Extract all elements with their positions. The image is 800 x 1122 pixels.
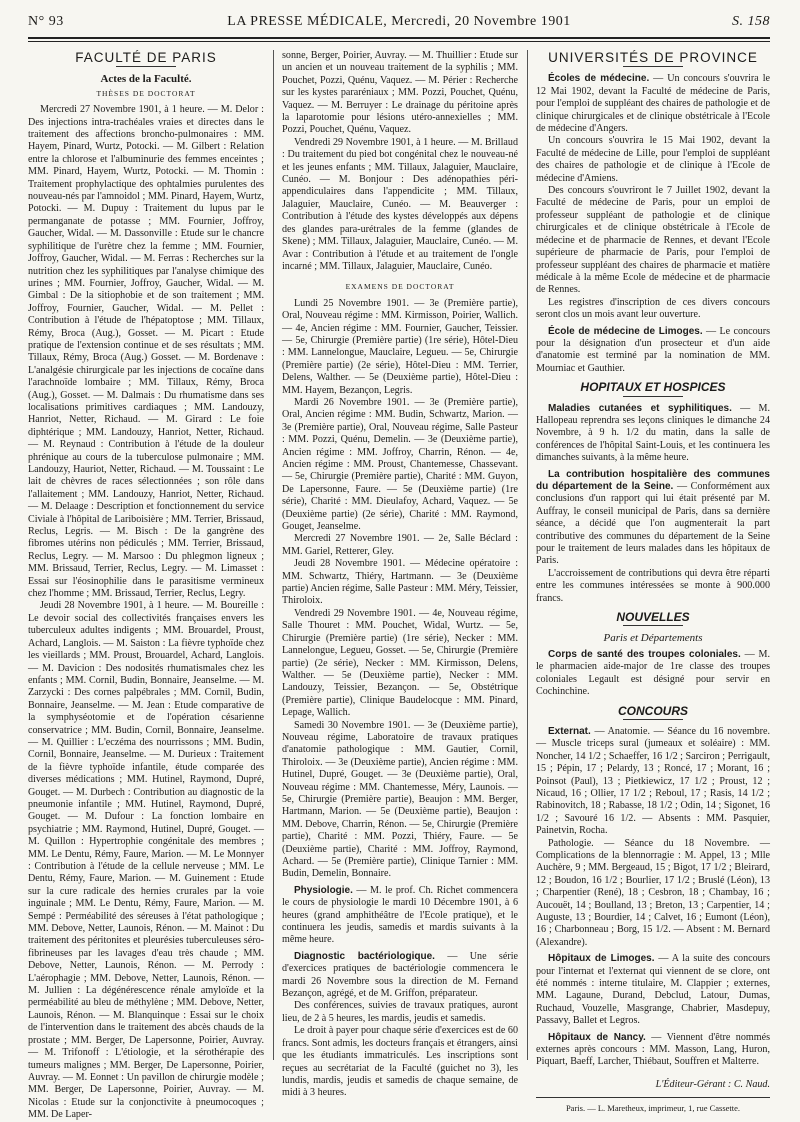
section-title: CONCOURS (617, 703, 688, 718)
column-divider (527, 50, 528, 1060)
paragraph: Des conférences, suivies de travaux pratiques, auront lieu, de 2 à 5 heures, les mardis, jeudis et samedis. (282, 1000, 518, 1024)
item-heading: La contribution hospitalière des communes du département de la Seine. (536, 468, 770, 492)
news-item (282, 885, 518, 947)
printer-line: Paris. — L. Maretheux, imprimeur, 1, rue Cassette. (565, 1103, 741, 1114)
paragraph: Pathologie. — Séance du 18 Novembre. — Complications de la blennorragie : M. Appel, 13 ; Mlle Auchère, 9 ; MM. Bergeaud, 15 ; Bigot, 17 1/2 ; Bleirard, 12 ; Boudon, 16 1/2 ; Bourlier, 17 1/2 ; Bruslé (Léon), 13 ; Charpentier (René), 18 ; Cesbron, 18 ; Chambay, 16 ; Aucouët, 14 ; Boulland, 13 ; Breton, 13 ; Carpentier, 14 ; Auguste, 13 ; Bourdier, 14 ; Calvet, 16 ; Eumont (Léon), 16 ; Charbonneau ; Borg, 15 1/2. — Absent : M. Bernard (Alexandre). (536, 837, 770, 948)
item-text: — Un concours s'ouvrira le 12 Mai 1902, devant la Faculté de médecine de Paris, pour l'emploi de suppléant des chaires de pathologie et de clinique chirurgicales et de clinique obstétricale à l'Ecole de médecine d'Angers. (536, 73, 770, 135)
item-heading: Corps de santé des troupes coloniales. (548, 648, 741, 660)
item-heading: Hôpitaux de Nancy. (548, 1031, 646, 1043)
column-divider (273, 50, 274, 1060)
news-item (536, 1032, 770, 1069)
news-item (536, 649, 770, 699)
section-title: NOUVELLES (616, 610, 690, 625)
item-heading: Externat. (548, 725, 591, 737)
section-subtitle: Paris et Départements (603, 632, 703, 645)
section-rule (116, 66, 176, 67)
item-text: — M. le pharmacien aide-major de 1re classe des troupes coloniales Legault est désigné pour servir en Cochinchine. (536, 648, 770, 698)
paragraph: Lundi 25 Novembre 1901. — 3e (Première partie), Oral, Nouveau régime : MM. Kirmisson, Poirier, Wallich. — 4e, Ancien régime : MM. Fournier, Gaucher, Teissier. — 5e, Chirurgie (Première partie) (1re série), Hôtel-Dieu : MM. Lannelongue, Mauclaire, Legueu. — 5e, Chirurgie (Première partie) (2e série), Hôtel-Dieu : MM. Terrier, Delens, Walther. — 5e (Deuxième partie), Hôtel-Dieu : MM. Hayem, Bezançon, Legris. (282, 297, 518, 396)
section-rule (623, 66, 683, 67)
paragraph: Les registres d'inscription de ces divers concours seront clos un mois avant leur ouverture. (536, 296, 770, 321)
paragraph: Jeudi 28 Novembre 1901. — Médecine opératoire : MM. Schwartz, Thiéry, Hartmann. — 3e (Deuxième partie) Ancien régime, Salle Pasteur : MM. Méry, Teissier, Thiroloix. (282, 558, 518, 607)
item-text: — Une série d'exercices pratiques de bactériologie commencera le mardi 26 Novembre sous la direction de M. Fernand Bezançon, agrégé, et de M. Griffon, préparateur. (282, 950, 518, 1000)
item-text: — Viennent d'être nommés externes après concours : MM. Masson, Lang, Huron, Piquart, Baeff, Larcher, Thiébaut, Souffren et Malterre. (536, 1031, 770, 1068)
news-item (536, 403, 770, 465)
paragraph: Vendredi 29 Novembre 1901. — 4e, Nouveau régime, Salle Thouret : MM. Pouchet, Widal, Wurtz. — 5e, Chirurgie (Première partie) (1re série), Necker : MM. Lannelongue, Legueu, Gosset. — 5e, Chirurgie (Première partie) (2e série), Necker : MM. Kirmisson, Delens, Walther. — 5e (Deuxième partie), Necker : MM. Landouzy, Teissier, Bezançon. — 5e, Obstétrique (Première partie), Clinique Baudelocque : MM. Pinard, Lepage, Wallich. (282, 607, 518, 719)
item-text: — M. le prof. Ch. Richet commencera le cours de physiologie le mardi 10 Décembre 1901, à 6 heures (grand amphithéâtre de l'Ecole pratique), et le continuera les jeudis, samedis et mardis suivants à la même heure. (282, 884, 518, 946)
small-heading: THÈSES DE DOCTORAT (96, 88, 196, 98)
item-text: — Anatomie. — Séance du 16 novembre. — Muscle triceps sural (jumeaux et soléaire) : MM. Noncher, 14 1/2 ; Schaeffer, 16 1/2 ; Sarciron ; Perrigault, 15 ; Pépin, 17 ; Pelardy, 13 ; Roncé, 17 ; Morant, 16 ; Poinsot (Paul), 13 ; Pietkiewicz, 17 1/2 ; Proust, 12 ; Nicaud, 16 ; Ollier, 17 1/2 ; Reboul, 17 ; Rasis, 14 1/2 ; Rabinovitch, 18 ; Rabasse, 18 1/2 ; Odin, 14 ; Sigonet, 16 1/2 ; Savouré 16 1/2. — Absents : MM. Pasquier, Painetvin, Rocha. (536, 725, 770, 837)
item-heading: Physiologie. (294, 884, 353, 896)
section-title: HOPITAUX ET HOSPICES (580, 380, 726, 395)
journal-title: LA PRESSE MÉDICALE, Mercredi, 20 Novembre 1901 (227, 14, 571, 29)
item-text: — A la suite des concours pour l'internat et l'externat qui viennent de se clore, ont été nommés : interne titulaire, M. Clappier ; externes, MM. Lagaune, Durand, Debclud, Latour, Dumas, Ruchaud, Vouzelle, Masgrange, Chabrier, Masdepuy, Passavy, Ballet et Legros. (536, 953, 770, 1027)
column-3 (536, 50, 770, 1114)
news-item (536, 326, 770, 376)
paragraph: Samedi 30 Novembre 1901. — 3e (Deuxième partie), Nouveau régime, Laboratoire de travaux pratiques d'anatomie pathologique : MM. Gautier, Cornil, Thiroloix. — 3e (Deuxième partie), Ancien régime : MM. Hutinel, Dupré, Gouget. — 3e (Deuxième partie), Oral, Nouveau régime : MM. Chantemesse, Méry, Launois. — 5e, Chirurgie (Première partie), Beaujon : MM. Berger, Hartmann, Marion. — 5e (Deuxième partie), Beaujon : MM. Debove, Charrin, Rénon. — 5e, Chirurgie (Première partie), Charité : MM. Pozzi, Thiéry, Faure. — 5e (Deuxième partie), Charité : MM. Joffroy, Raymond, Achard. — 5e (Première partie), Clinique Tarnier : MM. Budin, Demelin, Bonnaire. (282, 719, 518, 880)
paragraph: sonne, Berger, Poirier, Auvray. — M. Thuillier : Etude sur un ancien et un nouveau traitement de la syphilis ; MM. Pouchet, Pozzi, Quénu, Vaquez. — M. Périer : Recherche sur les kystes pararéniaux ; MM. Pozzi, Pouchet, Quénu, Vaquez. — M. Berruyer : Le drainage du péritoine après la laparotomie pour lésions utéro-annexielles ; MM. Pozzi, Pouchet, Quénu, Vaquez. (282, 50, 518, 136)
paragraph: Des concours s'ouvriront le 7 Juillet 1902, devant la Faculté de médecine de Paris, pour un emploi de professeur suppléant de pathologie et de clinique chirurgicales et de clinique obstétricale à l'Ecole de médecine et de pharmacie de Rennes, et devant l'Ecole supérieure de pharmacie de Paris, pour l'emploi de professeur suppléant des chaires de pharmacie et matière médicale à la même Ecole de médecine et de pharmacie de Rennes. (536, 185, 770, 296)
news-item (536, 469, 770, 605)
section-rule (623, 625, 683, 626)
news-item (282, 951, 518, 1100)
paragraph: Vendredi 29 Novembre 1901, à 1 heure. — M. Brillaud : Du traitement du pied bot congénital chez le nouveau-né et les jeunes enfants ; MM. Tillaux, Jalaguier, Mauclaire, Cunéo. — M. Bonjour : Des adénopathies péri-appendiculaires dans l'appendicite ; MM. Tillaux, Jalaguier, Mauclaire, Cunéo. — M. Beauverger : Contribution à l'étude des kystes développés aux dépens des glandes para-urétrales de la femme (glandes de Skene) ; MM. Tillaux, Jalaguier, Mauclaire, Cunéo. — M. Avar : Contribution à l'étude et au traitement de l'ongle incarné ; MM. Tillaux, Jalaguier, Mauclaire, Cunéo. (282, 136, 518, 272)
paragraph: Mardi 26 Novembre 1901. — 3e (Première partie), Oral, Ancien régime : MM. Budin, Schwartz, Marion. — 3e (Première partie), Oral, Nouveau régime, Salle Pasteur : MM. Pozzi, Quénu, Demelin. — 3e (Deuxième partie), Ancien régime : MM. Joffroy, Charrin, Rénon. — 4e, Ancien régime : MM. Proust, Chantemesse, Chassevant. — 5e, Chirurgie (Première partie), Charité : MM. Guyon, De Lapersonne, Faure. — 5e (Deuxième partie) (1re série), Charité : MM. Dieulafoy, Achard, Vaquez. — 5e (Deuxième partie) (2e série), Charité : MM. Raymond, Gouget, Jeanselme. (282, 396, 518, 533)
news-item (536, 726, 770, 949)
paragraph: L'accroissement de contributions qui devra être réparti entre les communes intéressées se monte à 900.000 francs. (536, 567, 770, 604)
issue-number: N° 93 (28, 14, 64, 29)
item-text: — Conformément aux conclusions d'un rapport qui lui était présenté par M. Auffray, le conseil municipal de Paris, dans sa dernière séance, a décidé que l'on augmenterait la part contributive des communes du département de la Seine pour le traitement de leurs malades dans les hôpitaux de Paris. (536, 481, 770, 567)
paragraph: Le droit à payer pour chaque série d'exercices est de 60 francs. Sont admis, les docteurs français et étrangers, ainsi que les étudiants immatriculés. Les inscriptions sont reçues au secrétariat de la Faculté (guichet no 3), les lundis, mardis, jeudis et samedis de chaque semaine, de midi à 3 heures. (282, 1025, 518, 1099)
section-title: FACULTÉ DE PARIS (75, 50, 217, 65)
item-heading: Hôpitaux de Limoges. (548, 953, 655, 965)
news-item (536, 73, 770, 321)
item-text: — Le concours pour la désignation d'un prosecteur et d'un aide d'anatomie est terminé par la nomination de MM. Mourniac et Gauthier. (536, 325, 770, 374)
header-rule (28, 37, 770, 39)
header-rule-thin (28, 41, 770, 42)
section-rule (623, 719, 683, 720)
section-rule (623, 396, 683, 397)
item-heading: École de médecine de Limoges. (548, 325, 703, 337)
paragraph: Jeudi 28 Novembre 1901, à 1 heure. — M. Boureille : Le devoir social des collectivités françaises envers les tuberculeux adultes indigents ; MM. Brouardel, Proust, Achard, Langlois. — M. Saiston : La fièvre typhoïde chez les vieillards ; MM. Proust, Brouardel, Achard, Langlois. — M. Davicion : Des nodosités rhumatismales chez les enfants ; MM. Cornil, Budin, Bonnaire, Jeanselme. — M. Zarzycki : Des cornes palpébrales ; MM. Cornil, Budin, Bonnaire, Jeanselme. — M. Jean : Etude comparative de la symphyséotomie et de l'opération césarienne conservatrice ; MM. Budin, Cornil, Bonnaire, Jeanselme. — M. Quillier : L'eczéma des nourrissons ; MM. Budin, Cornil, Bonnaire, Jeanselme. — M. Durieux : Traitement de la fièvre typhoïde infantile, étude comparée des diverses médications ; MM. Hutinel, Raymond, Dupré, Gouget. — M. Durbech : Contribution au diagnostic de la pneumonie infantile ; MM. Hutinel, Raymond, Dupré, Gouget. — M. Dufour : La fonction lombaire en psychiatrie ; MM. Raymond, Hutinel, Dupré, Gouget. — M. Quillon : Hypertrophie congénitale des membres ; MM. Le Dentu, Rémy, Faure, Marion. — M. Le Monnyer : Contribution à l'étude de la cellule nerveuse ; MM. Le Dentu, Rémy, Faure, Marion. — M. Guinement : Etude sur la cure radicale des hernies crurales par la voie inguinale ; MM. Le Dentu, Rémy, Faure, Marion. — M. Sempé : Perméabilité des séreuses à l'état pathologique ; MM. Debove, Netter, Launois, Rénon. — M. Mainot : Du traitement des péritonites et pleurésies tuberculeuses séro-fibrineuses par les lavages d'eau très chaude ; MM. Debove, Netter, Launois, Rénon. — M. Perrody : L'aérophagie ; MM. Debove, Netter, Launois, Rénon. — M. Jullien : La dégénérescence rénale amyloïde et la perméabilité au bleu de méthylène ; MM. Debove, Netter, Launois, Rénon. — M. Blanquinque : Essai sur le choix de l'intervention dans le traitement des abcès chauds de la prostate ; MM. Berger, De Lapersonne, Poirier, Auvray. — M. Trifonoff : L'étiologie, et la sérothérapie des tumeurs malignes ; MM. Berger, De Lapersonne, Poirier, Auvray. — M. Eonnet : Un pavillon de chirurgie modèle ; MM. Berger, De Lapersonne, Poirier, Auvray. — M. Nicolas : Etude sur la conjonctivite à pneumocoques ; MM. De Laper- (28, 600, 264, 1121)
section-subtitle: Actes de la Faculté. (100, 73, 192, 86)
editor-signature: L'Éditeur-Gérant : C. Naud. (655, 1078, 770, 1090)
item-heading: Maladies cutanées et syphilitiques. (548, 402, 732, 414)
page-number: S. 158 (732, 14, 770, 29)
news-item (536, 953, 770, 1027)
paragraph: Mercredi 27 Novembre 1901. — 2e, Salle Béclard : MM. Gariel, Retterer, Gley. (282, 533, 518, 557)
item-heading: Écoles de médecine. (548, 73, 650, 85)
column-2 (282, 50, 518, 1099)
item-text: — M. Hallopeau reprendra ses leçons cliniques le dimanche 24 Novembre, à 9 h. 1/2 du matin, dans la salle de conférences de l'hôpital Saint-Louis, et les continuera les dimanches suivants, à la même heure. (536, 402, 770, 464)
small-heading: EXAMENS DE DOCTORAT (345, 282, 455, 292)
item-heading: Diagnostic bactériologique. (294, 950, 435, 962)
paragraph: Un concours s'ouvrira le 15 Mai 1902, devant la Faculté de médecine de Lille, pour l'emploi de suppléant des chaires de pathologie et de clinique à l'Ecole de médecine d'Amiens. (536, 135, 770, 184)
footer-rule (536, 1097, 770, 1098)
section-title: UNIVERSITÉS DE PROVINCE (548, 50, 758, 65)
paragraph: Mercredi 27 Novembre 1901, à 1 heure. — M. Delor : Des injections intra-trachéales vraies et directes dans le traitement des affections broncho-pulmonaires : MM. Hayem, Pinard, Wurtz, Potocki. — M. Gilbert : Relation entre la chlorose et l'albuminurie des femmes enceintes ; MM. Pinard, Hayem, Wurtz, Potocki. — M. Thomin : Traitement prophylactique des ophtalmies purulentes des nouveau-nés par l'amnoidol ; MM. Pinard, Hayem, Wurtz, Potocki. — M. Dupuy : Traitement du lupus par le permanganate de potasse ; MM. Fournier, Joffroy, Gaucher, Widal. — M. Dassonville : Etude sur le chancre syphilitique de l'urètre chez la femme ; MM. Fournier, Joffroy, Gaucher, Widal. — M. Ferras : Recherches sur la nutrition chez les syphilitiques par l'analyse chimique des urines ; MM. Fournier, Joffroy, Gaucher, Widal. — M. Gimbal : De la sitiophobie et de son traitement ; MM. Joffroy, Fournier, Gaucher, Widal. — M. Pellet : Contribution à l'étude de l'hépatoptose ; MM. Tillaux, Rémy, Broca (Aug.), Gosset. — M. Picart : Etude pratique de l'extension continue et de ses résultats ; MM. Tillaux, Rémy, Broca (Aug.) Gosset. — M. Bordenave : L'analgésie chirurgicale par les injections de cocaïne dans l'arachnoïde lombaire ; MM. Tillaux, Rémy, Broca (Aug.), Gosset. — M. Dalmais : Du rhumatisme dans ses localisations primitives cardiaques ; MM. Landouzy, Hanriot, Netter, Richaud. — M. Girard : Le foie diphtérique ; MM. Landouzy, Hanriot, Netter, Richaud. — M. Reynaud : Contribution à l'étude de la douleur phrénique au cours de la tuberculose pulmonaire ; MM. Landouzy, Hauriot, Netter, Richaud. — M. Toussaint : Le lait de chèvres de races sélectionnées ; son rôle dans l'allaitement ; MM. Landouzy, Hanriot, Netter, Richaud. — M. Delaage : Description et fonctionnement du service Civiale à l'hôpital de Lariboisière ; MM. Terrier, Brissaud, Reclus, Legris. — M. Bisch : De la gangrène des fibromes utérins non pédiculés ; MM. Terrier, Brissaud, Reclus, Legry. — M. Marsoo : Du phlegmon ligneux ; MM. Brissaud, Terrier, Reclus, Legry. — M. Limasset : Essai sur l'éosinophilie dans le parasitisme vermineux chez l'homme ; MM. Brissaud, Terrier, Reclus, Legry. (28, 104, 264, 600)
column-1 (28, 50, 264, 1121)
